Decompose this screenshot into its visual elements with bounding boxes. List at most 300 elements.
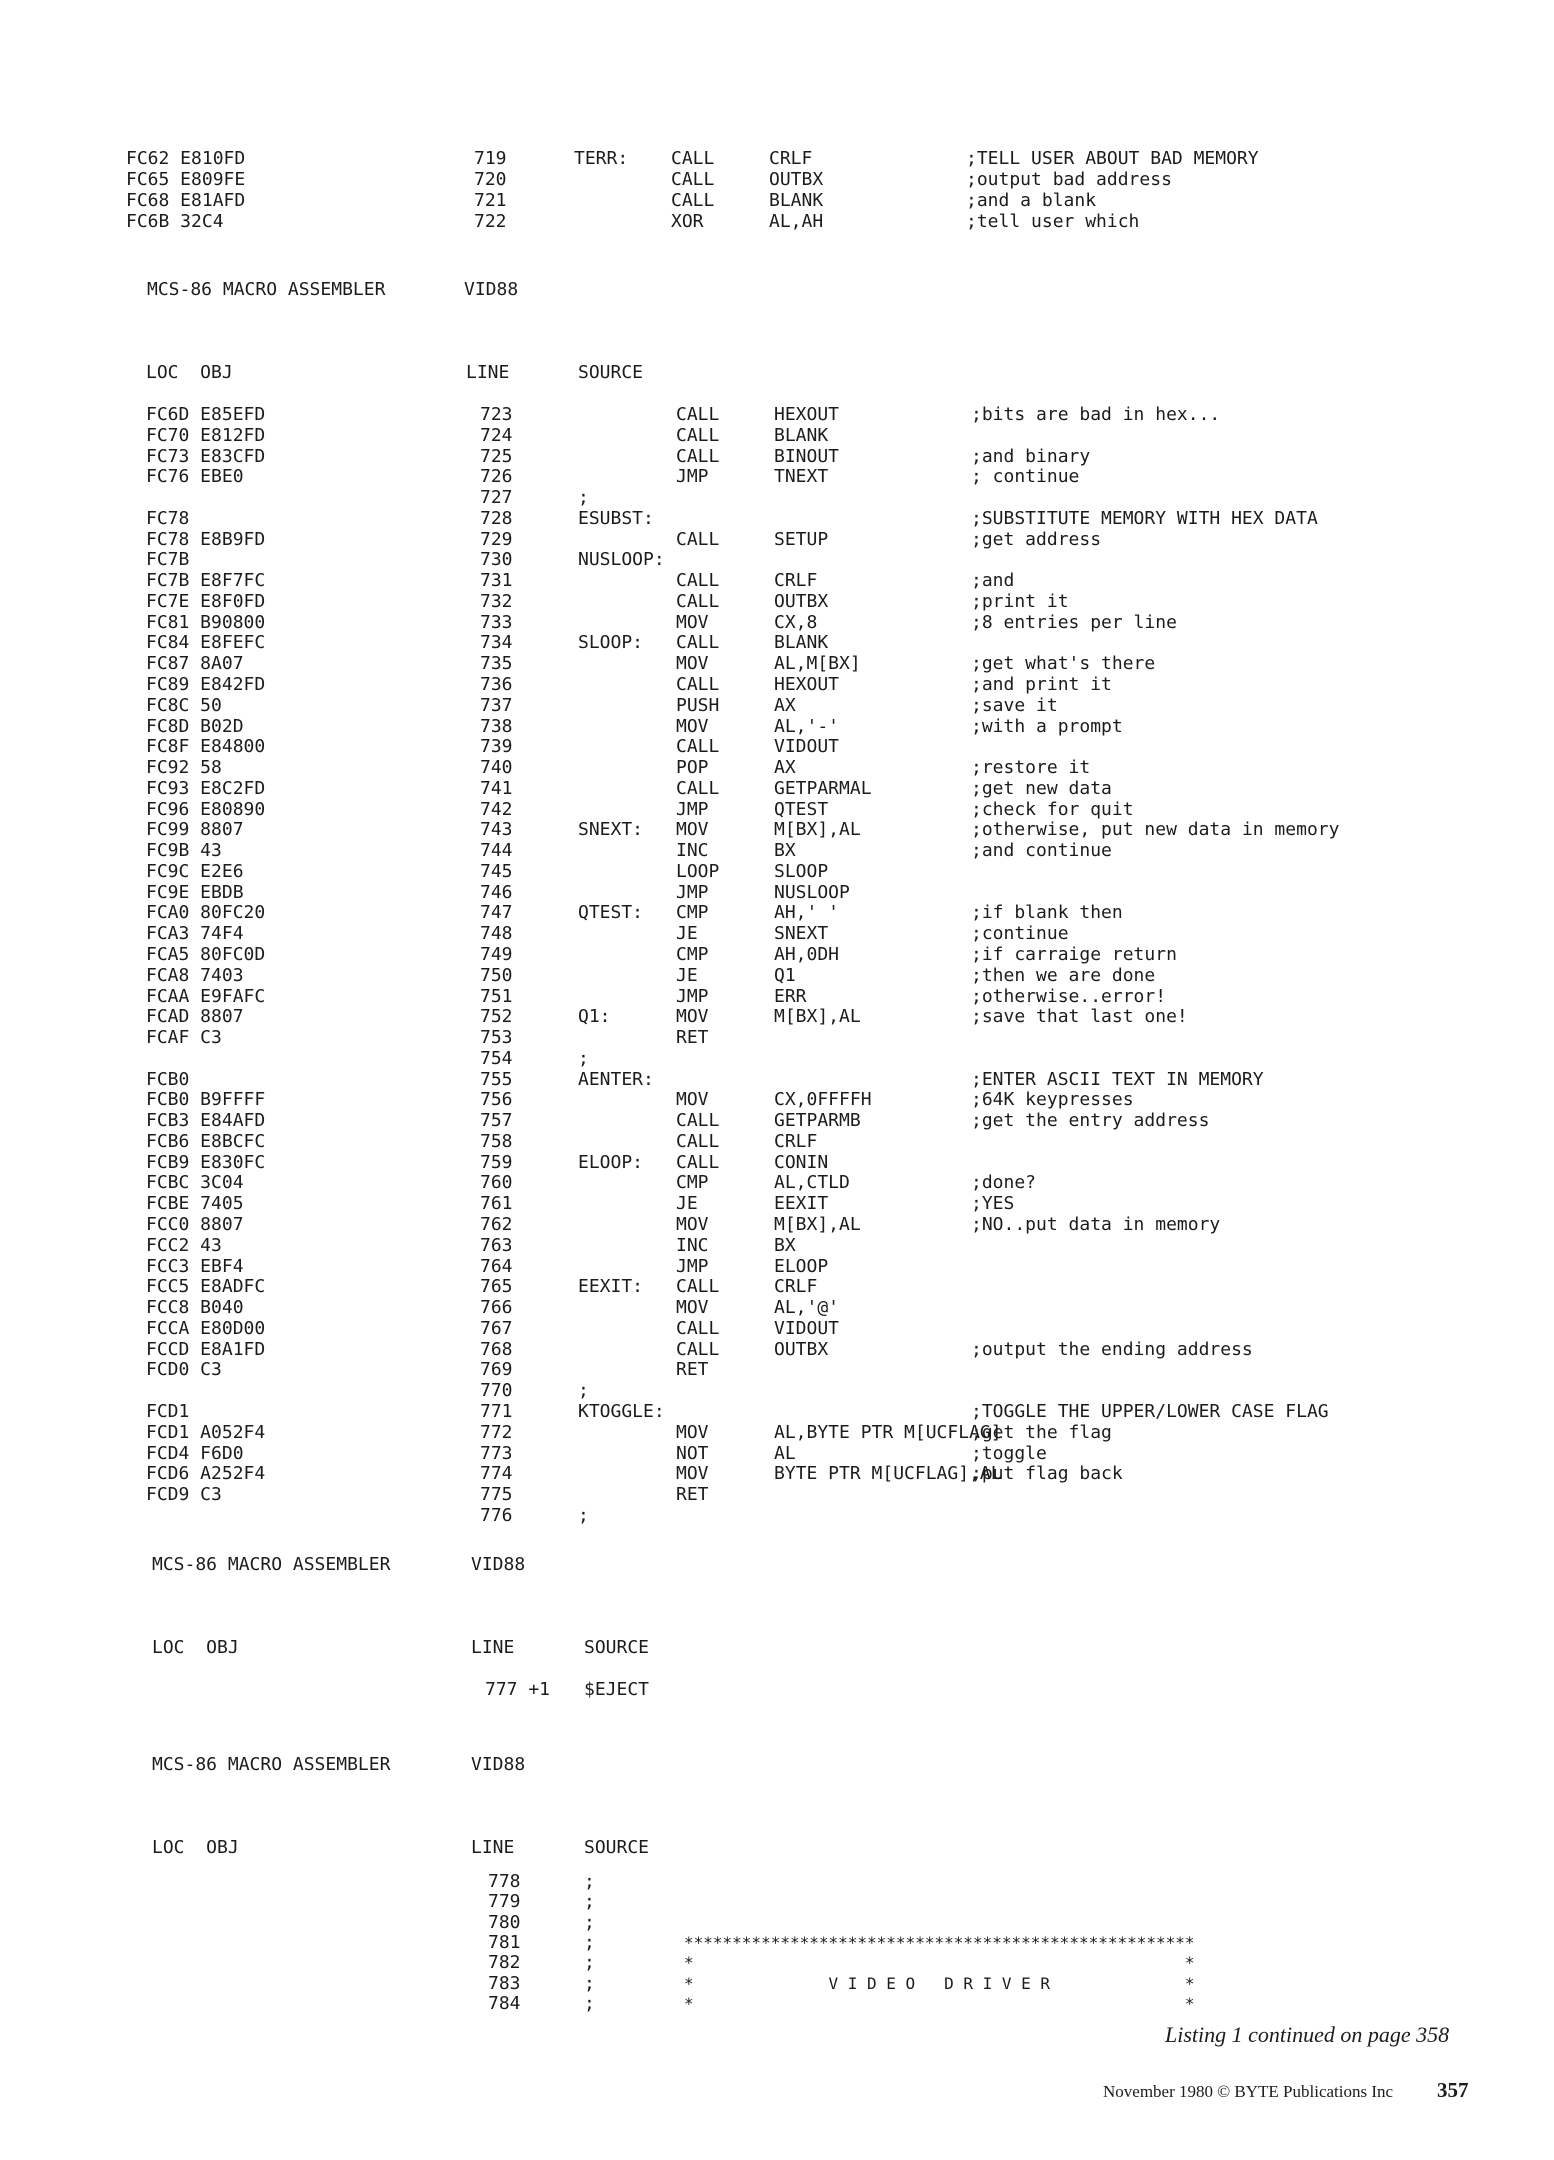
line-number: 742 <box>480 798 513 820</box>
loc-obj: FC8C 50 <box>146 694 222 716</box>
label: ; <box>584 1871 595 1892</box>
column-header-line: LINE <box>471 1637 515 1658</box>
operand: BLANK <box>769 190 824 211</box>
operand: VIDOUT <box>774 1317 840 1339</box>
line-number: 774 <box>480 1463 513 1485</box>
operand: GETPARMB <box>774 1110 861 1132</box>
operand: BYTE PTR M[UCFLAG],AL <box>774 1463 1002 1485</box>
line-number: 776 <box>480 1504 513 1526</box>
operand: ELOOP <box>774 1255 829 1277</box>
operand: HEXOUT <box>774 674 840 695</box>
mnemonic: CALL <box>671 169 715 190</box>
listing-line <box>0 1214 1554 1235</box>
line-number: 732 <box>480 590 513 612</box>
mnemonic: MOV <box>676 819 709 841</box>
operand: CRLF <box>774 1130 818 1152</box>
line-number: 762 <box>480 1214 513 1236</box>
loc-obj: FCD4 F6D0 <box>146 1442 244 1464</box>
mnemonic: CALL <box>676 1317 720 1339</box>
loc-obj: FC73 E83CFD <box>146 445 266 467</box>
operand: OUTBX <box>774 590 829 612</box>
operand: NUSLOOP <box>774 881 850 903</box>
listing-line <box>0 446 1554 467</box>
listing-line <box>0 882 1554 903</box>
line-number: 783 <box>488 1972 521 1994</box>
column-header-line: LINE <box>471 1837 515 1858</box>
loc-obj: FCC0 8807 <box>146 1214 244 1236</box>
loc-obj: FC9B 43 <box>146 840 222 862</box>
listing-line <box>0 570 1554 591</box>
listing-line <box>0 466 1554 487</box>
mnemonic: CALL <box>676 632 720 654</box>
loc-obj: FCC5 E8ADFC <box>146 1276 266 1298</box>
loc-obj: FC7B E8F7FC <box>146 570 266 592</box>
mnemonic: CMP <box>676 902 709 924</box>
mnemonic: CMP <box>676 1172 709 1194</box>
listing-line <box>0 1484 1554 1505</box>
publication-credit: November 1980 © BYTE Publications Inc <box>1103 2082 1394 2101</box>
listing-line <box>0 1089 1554 1110</box>
comment: ;save that last one! <box>971 1006 1188 1028</box>
mnemonic: CALL <box>676 445 720 467</box>
loc-obj: FCB9 E830FC <box>146 1151 266 1173</box>
column-header-loc-obj: LOC OBJ <box>146 362 233 383</box>
loc-obj: FCD6 A252F4 <box>146 1463 266 1485</box>
label: ; <box>584 1952 595 1974</box>
listing-line <box>0 487 1554 508</box>
mnemonic: JE <box>676 923 698 945</box>
operand: CRLF <box>774 570 818 592</box>
comment: ;with a prompt <box>971 715 1123 737</box>
line-number: 752 <box>480 1006 513 1028</box>
line-number: 731 <box>480 570 513 592</box>
label: TERR: <box>574 148 629 169</box>
line-number: 726 <box>480 466 513 488</box>
label: ; <box>578 487 589 509</box>
line-number: 740 <box>480 757 513 779</box>
line-number: 744 <box>480 840 513 862</box>
mnemonic: RET <box>676 1484 709 1506</box>
loc-obj: FCBC 3C04 <box>146 1172 244 1194</box>
mnemonic: MOV <box>676 653 709 675</box>
operand: M[BX],AL <box>774 1006 861 1028</box>
listing-line <box>0 1256 1554 1277</box>
line-number: 780 <box>488 1911 521 1933</box>
listing-line <box>0 1973 1554 1994</box>
mnemonic: JE <box>676 1193 698 1215</box>
operand: M[BX],AL <box>774 1214 861 1236</box>
loc-obj: FC8D B02D <box>146 715 244 737</box>
comment: ;get new data <box>971 777 1112 799</box>
line-number: 759 <box>480 1151 513 1173</box>
comment: ;NO..put data in memory <box>971 1214 1221 1236</box>
loc-obj: FCD0 C3 <box>146 1359 222 1381</box>
listing-line <box>0 190 1554 211</box>
operand: CRLF <box>769 148 813 169</box>
label: ; <box>578 1380 589 1402</box>
label: EEXIT: <box>578 1276 644 1298</box>
comment: ;output the ending address <box>971 1338 1253 1360</box>
listing-line <box>0 1339 1554 1360</box>
mnemonic: MOV <box>676 1214 709 1236</box>
line-number: 748 <box>480 923 513 945</box>
page-number: 357 <box>1437 2078 1469 2102</box>
operand: AL,'-' <box>774 715 840 737</box>
listing-line <box>0 674 1554 695</box>
listing-line <box>0 591 1554 612</box>
listing-line <box>0 1422 1554 1443</box>
mnemonic: CALL <box>676 570 720 592</box>
mnemonic: CALL <box>676 1338 720 1360</box>
mnemonic: CALL <box>676 1130 720 1152</box>
line-number: 741 <box>480 777 513 799</box>
operand: CX,0FFFFH <box>774 1089 872 1111</box>
comment: ;then we are done <box>971 964 1156 986</box>
listing-line <box>0 1152 1554 1173</box>
mnemonic: CALL <box>671 148 715 169</box>
listing-line <box>0 549 1554 570</box>
loc-obj: FCB0 <box>146 1068 190 1090</box>
operand: AX <box>774 694 796 716</box>
listing-line <box>0 1912 1554 1933</box>
loc-obj: FCD9 C3 <box>146 1484 222 1506</box>
mnemonic: MOV <box>676 1421 709 1443</box>
loc-obj: FCCD E8A1FD <box>146 1338 266 1360</box>
listing-line <box>0 1952 1554 1973</box>
operand: BX <box>774 840 796 862</box>
loc-obj: FC68 E81AFD <box>126 190 246 211</box>
line-number: 739 <box>480 736 513 758</box>
line-number: 772 <box>480 1421 513 1443</box>
line-number: 738 <box>480 715 513 737</box>
mnemonic: CALL <box>676 1151 720 1173</box>
column-header-loc-obj: LOC OBJ <box>152 1637 239 1658</box>
loc-obj: FC84 E8FEFC <box>146 632 266 654</box>
comment: ;restore it <box>971 757 1091 779</box>
column-header-source: SOURCE <box>578 362 644 383</box>
mnemonic: CALL <box>676 777 720 799</box>
comment: ;8 entries per line <box>971 611 1177 633</box>
operand: Q1 <box>774 964 796 986</box>
listing-line <box>0 632 1554 653</box>
comment: ;SUBSTITUTE MEMORY WITH HEX DATA <box>971 507 1318 529</box>
listing-line <box>0 1380 1554 1401</box>
comment: ;print it <box>971 590 1069 612</box>
operand: CX,8 <box>774 611 818 633</box>
loc-obj: FCAA E9FAFC <box>146 985 266 1007</box>
listing-line <box>0 736 1554 757</box>
line-number: 778 <box>488 1871 521 1892</box>
operand: CRLF <box>774 1276 818 1298</box>
loc-obj: FCB6 E8BCFC <box>146 1130 266 1152</box>
comment: ;put flag back <box>971 1463 1123 1485</box>
mnemonic: MOV <box>676 1463 709 1485</box>
listing-line <box>0 1006 1554 1027</box>
line-number: 723 <box>480 404 513 425</box>
comment: ;and continue <box>971 840 1112 862</box>
source-text: * * <box>684 1953 1195 1973</box>
loc-obj: FC93 E8C2FD <box>146 777 266 799</box>
comment: ;check for quit <box>971 798 1134 820</box>
loc-obj: FC99 8807 <box>146 819 244 841</box>
listing-line <box>0 1463 1554 1484</box>
mnemonic: CALL <box>676 528 720 550</box>
operand: BINOUT <box>774 445 840 467</box>
loc-obj: FC76 EBE0 <box>146 466 244 488</box>
line-number: 727 <box>480 487 513 509</box>
line-number: 773 <box>480 1442 513 1464</box>
mnemonic: CALL <box>671 190 715 211</box>
comment: ;continue <box>971 923 1069 945</box>
label: AENTER: <box>578 1068 654 1090</box>
loc-obj: FCC3 EBF4 <box>146 1255 244 1277</box>
source-text: ***************************************************** <box>684 1932 1195 1952</box>
operand: ERR <box>774 985 807 1007</box>
mnemonic: INC <box>676 1234 709 1256</box>
operand: AL,M[BX] <box>774 653 861 675</box>
comment: ;get the entry address <box>971 1110 1210 1132</box>
comment: ;ENTER ASCII TEXT IN MEMORY <box>971 1068 1264 1090</box>
comment: ;bits are bad in hex... <box>971 404 1221 425</box>
line-number: 724 <box>480 424 513 446</box>
listing-line <box>0 1318 1554 1339</box>
comment: ;if carraige return <box>971 944 1177 966</box>
comment: ;YES <box>971 1193 1015 1215</box>
line-number: 728 <box>480 507 513 529</box>
label: Q1: <box>578 1006 611 1028</box>
line-number: 725 <box>480 445 513 467</box>
line-number: 722 <box>474 211 507 232</box>
loc-obj: FCA5 80FC0D <box>146 944 266 966</box>
listing-line <box>0 1401 1554 1422</box>
loc-obj: FCB3 E84AFD <box>146 1110 266 1132</box>
line-number: 750 <box>480 964 513 986</box>
line-number: 761 <box>480 1193 513 1215</box>
line-number: 754 <box>480 1047 513 1069</box>
loc-obj: FCD1 A052F4 <box>146 1421 266 1443</box>
loc-obj: FCAF C3 <box>146 1027 222 1049</box>
line-number: 765 <box>480 1276 513 1298</box>
listing-line <box>0 716 1554 737</box>
listing-line <box>0 902 1554 923</box>
line-number: 729 <box>480 528 513 550</box>
loc-obj: FC92 58 <box>146 757 222 779</box>
operand: VIDOUT <box>774 736 840 758</box>
mnemonic: POP <box>676 757 709 779</box>
operand: GETPARMAL <box>774 777 872 799</box>
line-number: 764 <box>480 1255 513 1277</box>
line-number: 757 <box>480 1110 513 1132</box>
line-number: 760 <box>480 1172 513 1194</box>
operand: SETUP <box>774 528 829 550</box>
line-number: 721 <box>474 190 507 211</box>
label: SNEXT: <box>578 819 644 841</box>
label: ; <box>584 1931 595 1953</box>
comment: ;save it <box>971 694 1058 716</box>
line-number: 737 <box>480 694 513 716</box>
listing-line <box>0 1443 1554 1464</box>
comment: ;and <box>971 570 1015 592</box>
loc-obj: FC78 <box>146 507 190 529</box>
line-number: 720 <box>474 169 507 190</box>
line-number: 734 <box>480 632 513 654</box>
column-header-source: SOURCE <box>584 1637 650 1658</box>
operand: BX <box>774 1234 796 1256</box>
column-header-line: LINE <box>466 362 510 383</box>
comment: ;if blank then <box>971 902 1123 924</box>
operand: EEXIT <box>774 1193 829 1215</box>
listing-line <box>0 1110 1554 1131</box>
loc-obj: FC7E E8F0FD <box>146 590 266 612</box>
listing-line <box>0 944 1554 965</box>
line-number: 763 <box>480 1234 513 1256</box>
listing-line <box>0 404 1554 425</box>
listing-line <box>0 695 1554 716</box>
comment: ;get the flag <box>971 1421 1112 1443</box>
loc-obj: FC9E EBDB <box>146 881 244 903</box>
loc-obj: FC9C E2E6 <box>146 860 244 882</box>
operand: AL,AH <box>769 211 824 232</box>
comment: ;get address <box>971 528 1102 550</box>
assembler-title: MCS-86 MACRO ASSEMBLER <box>147 279 386 300</box>
source-text: * V I D E O D R I V E R * <box>684 1973 1195 1993</box>
line-number: 736 <box>480 674 513 695</box>
eject-directive: $EJECT <box>584 1679 650 1700</box>
line-number: 747 <box>480 902 513 924</box>
mnemonic: CALL <box>676 424 720 446</box>
module-name: VID88 <box>471 1554 526 1575</box>
loc-obj: FCA8 7403 <box>146 964 244 986</box>
loc-obj: FC70 E812FD <box>146 424 266 446</box>
mnemonic: JMP <box>676 985 709 1007</box>
source-text: * * <box>684 1993 1195 2013</box>
loc-obj: FC8F E84800 <box>146 736 266 758</box>
mnemonic: CALL <box>676 674 720 695</box>
listing-line <box>0 1027 1554 1048</box>
mnemonic: CALL <box>676 1276 720 1298</box>
operand: CONIN <box>774 1151 829 1173</box>
mnemonic: CALL <box>676 404 720 425</box>
operand: OUTBX <box>774 1338 829 1360</box>
mnemonic: RET <box>676 1359 709 1381</box>
listing-line <box>0 1048 1554 1069</box>
listing-line <box>0 799 1554 820</box>
module-name: VID88 <box>464 279 519 300</box>
loc-obj: FCAD 8807 <box>146 1006 244 1028</box>
loc-obj: FC65 E809FE <box>126 169 246 190</box>
line-number: 771 <box>480 1400 513 1422</box>
listing-line <box>0 425 1554 446</box>
comment: ; continue <box>971 466 1080 488</box>
label: ; <box>584 1911 595 1933</box>
listing-line <box>0 1069 1554 1090</box>
listing-line <box>0 508 1554 529</box>
label: SLOOP: <box>578 632 644 654</box>
line-number: 779 <box>488 1891 521 1913</box>
line-number: 784 <box>488 1992 521 2014</box>
comment: ;toggle <box>971 1442 1047 1464</box>
loc-obj: FC6D E85EFD <box>146 404 266 425</box>
loc-obj: FC6B 32C4 <box>126 211 224 232</box>
comment: ;64K keypresses <box>971 1089 1134 1111</box>
label: ; <box>584 1992 595 2014</box>
listing-line <box>0 529 1554 550</box>
listing-line <box>0 1276 1554 1297</box>
loc-obj: FC96 E80890 <box>146 798 266 820</box>
mnemonic: JMP <box>676 466 709 488</box>
listing-line <box>0 861 1554 882</box>
comment: ;TOGGLE THE UPPER/LOWER CASE FLAG <box>971 1400 1329 1422</box>
loc-obj: FC89 E842FD <box>146 674 266 695</box>
line-number: 775 <box>480 1484 513 1506</box>
line-number: 743 <box>480 819 513 841</box>
listing-line <box>0 1871 1554 1892</box>
operand: AL,CTLD <box>774 1172 850 1194</box>
mnemonic: MOV <box>676 1006 709 1028</box>
operand: AH,' ' <box>774 902 840 924</box>
listing-line <box>0 840 1554 861</box>
mnemonic: CMP <box>676 944 709 966</box>
comment: ;get what's there <box>971 653 1156 675</box>
line-number: 782 <box>488 1952 521 1974</box>
mnemonic: MOV <box>676 715 709 737</box>
operand: AL,BYTE PTR M[UCFLAG] <box>774 1421 1002 1443</box>
mnemonic: XOR <box>671 211 704 232</box>
label: KTOGGLE: <box>578 1400 665 1422</box>
operand: AH,0DH <box>774 944 840 966</box>
line-number: 730 <box>480 549 513 571</box>
label: QTEST: <box>578 902 644 924</box>
listing-line <box>0 1172 1554 1193</box>
label: ESUBST: <box>578 507 654 529</box>
mnemonic: PUSH <box>676 694 720 716</box>
mnemonic: JMP <box>676 798 709 820</box>
label: ; <box>578 1504 589 1526</box>
listing-line <box>0 1131 1554 1152</box>
comment: ;done? <box>971 1172 1037 1194</box>
listing-line <box>0 1359 1554 1380</box>
comment: ;TELL USER ABOUT BAD MEMORY <box>966 148 1259 169</box>
mnemonic: CALL <box>676 1110 720 1132</box>
mnemonic: CALL <box>676 736 720 758</box>
operand: BLANK <box>774 424 829 446</box>
line-number: 735 <box>480 653 513 675</box>
assembler-title: MCS-86 MACRO ASSEMBLER <box>152 1754 391 1775</box>
loc-obj: FC7B <box>146 549 190 571</box>
comment: ;tell user which <box>966 211 1140 232</box>
loc-obj: FCA0 80FC20 <box>146 902 266 924</box>
listing-line <box>0 169 1554 190</box>
comment: ;output bad address <box>966 169 1172 190</box>
listing-continued-note: Listing 1 continued on page 358 <box>1165 2022 1450 2047</box>
line-number: 767 <box>480 1317 513 1339</box>
line-number: 719 <box>474 148 507 169</box>
listing-line <box>0 211 1554 232</box>
operand: M[BX],AL <box>774 819 861 841</box>
loc-obj: FCC2 43 <box>146 1234 222 1256</box>
listing-line <box>0 1297 1554 1318</box>
line-number: 755 <box>480 1068 513 1090</box>
operand: BLANK <box>774 632 829 654</box>
listing-line <box>0 778 1554 799</box>
listing-line <box>0 1235 1554 1256</box>
line-number: 770 <box>480 1380 513 1402</box>
operand: AL,'@' <box>774 1297 840 1319</box>
loc-obj: FC81 B90800 <box>146 611 266 633</box>
line-number: 753 <box>480 1027 513 1049</box>
listing-line <box>0 1932 1554 1953</box>
loc-obj: FC87 8A07 <box>146 653 244 675</box>
